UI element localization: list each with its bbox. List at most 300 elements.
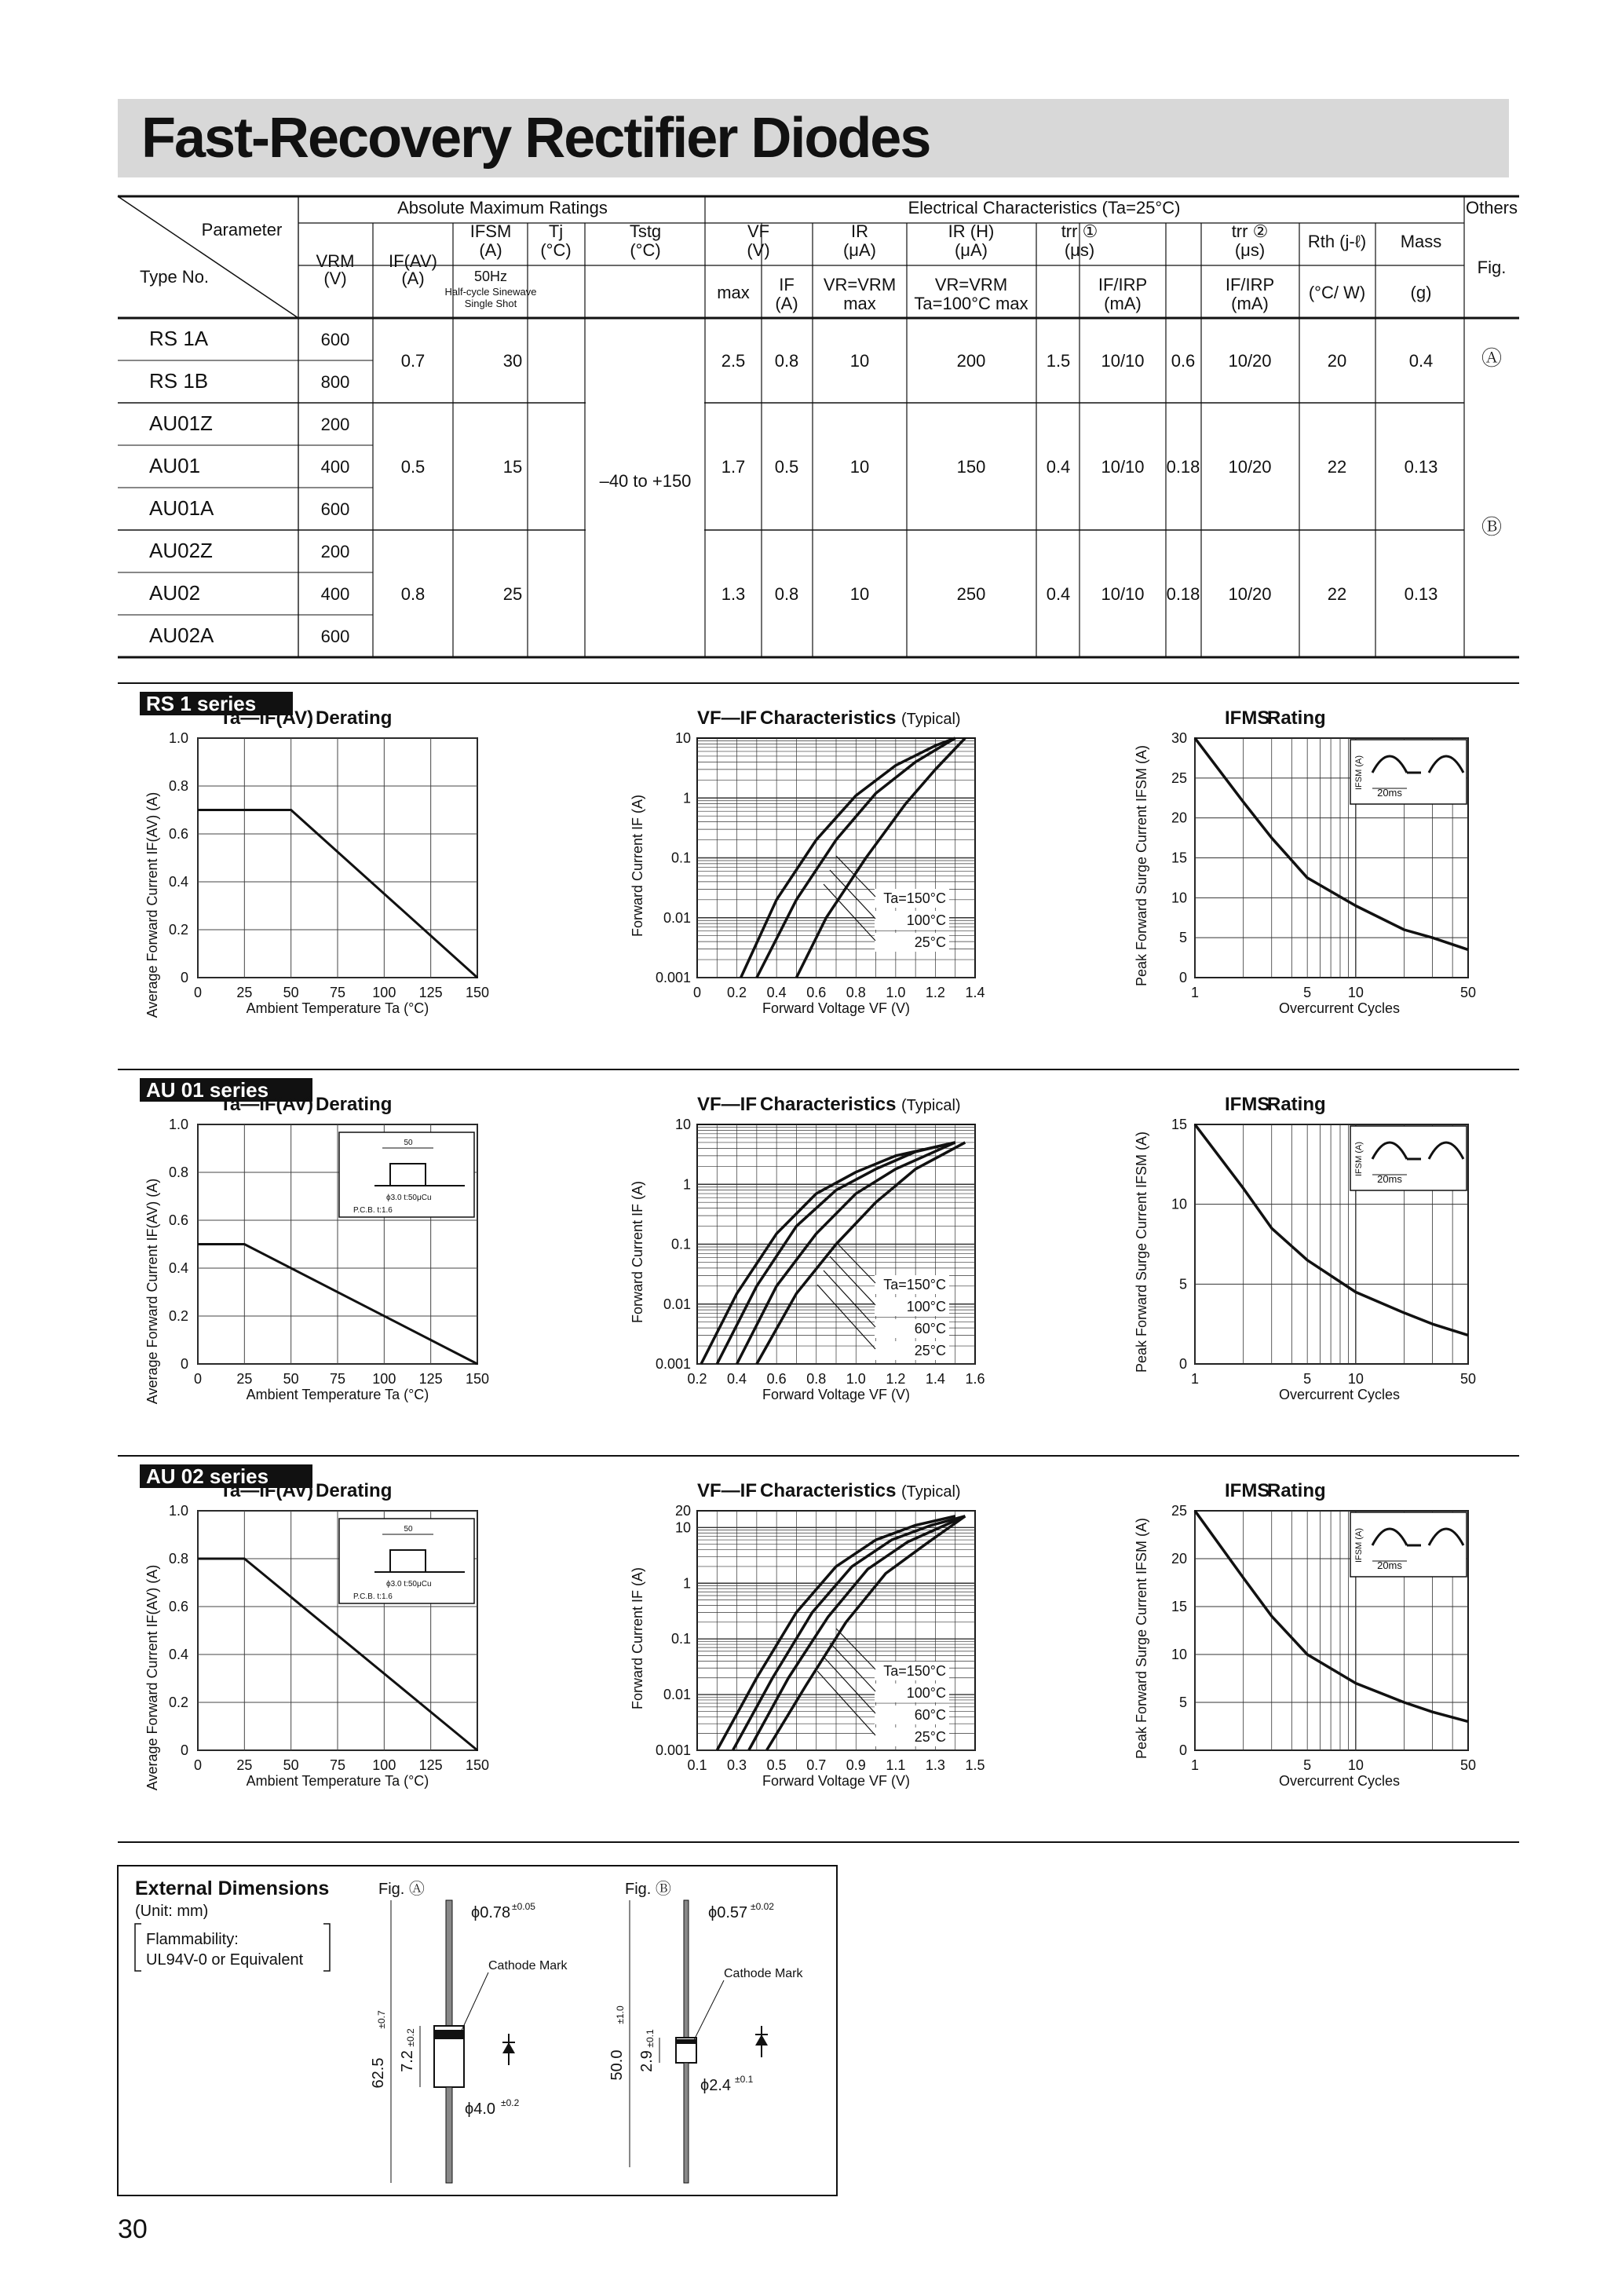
x-tick-label: 125	[418, 1371, 443, 1387]
chart-title: Rating	[1267, 1480, 1326, 1501]
ir-unit: (μA)	[842, 240, 877, 260]
y-axis-label: Forward Current IF (A)	[630, 794, 645, 938]
irh-cond: VR=VRM	[934, 275, 1008, 294]
x-tick-label: 0.3	[727, 1757, 747, 1773]
trr1-cond-cell: 10/10	[1101, 457, 1145, 477]
x-tick-label: 125	[418, 985, 443, 1000]
vf-cell: 1.7	[721, 457, 746, 477]
type-no-cell: AU01A	[149, 496, 214, 520]
chart-title: Rating	[1267, 707, 1326, 729]
x-tick-label: 50	[283, 1757, 299, 1773]
pcb-note: P.C.B. t:1.6	[353, 1206, 393, 1215]
trr1-cond-cell: 10/10	[1101, 351, 1145, 371]
leader-line	[694, 1980, 724, 2040]
vrm-header: VRM	[316, 251, 355, 271]
y-tick-label: 1	[682, 1575, 691, 1592]
y-tick-label: 0.01	[663, 1687, 691, 1703]
mass-unit: (g)	[1410, 283, 1432, 302]
chart-title: IFMS	[1225, 1480, 1270, 1501]
y-tick-label: 0	[1178, 970, 1187, 985]
x-tick-label: 0.8	[806, 1371, 827, 1387]
vf-cell: 2.5	[721, 351, 746, 371]
y-axis-label: Peak Forward Surge Current IFSM (A)	[1134, 1517, 1149, 1760]
mass-header: Mass	[1400, 232, 1442, 251]
vf-header: VF	[747, 221, 770, 241]
y-tick-label: 0.8	[168, 1551, 188, 1567]
y-tick-label: 0.1	[670, 850, 691, 866]
y-tick-label: 10	[674, 1117, 691, 1132]
x-tick-label: 0	[692, 985, 702, 1000]
y-tick-label: 0.01	[663, 1296, 691, 1312]
y-tick-label: 0.6	[168, 1212, 188, 1228]
electrical-header: Electrical Characteristics (Ta=25°C)	[908, 198, 1181, 218]
x-tick-label: 1.1	[886, 1757, 906, 1773]
vf-if-cell: 0.5	[774, 457, 799, 477]
chart-title: Ta—IF(AV)	[220, 707, 314, 729]
irh-cell: 250	[956, 584, 986, 604]
chart-subtitle: (Typical)	[901, 711, 961, 728]
vf-cell: 1.3	[721, 584, 746, 604]
vrm-cell: 400	[320, 584, 350, 604]
lead-wire	[684, 2063, 689, 2183]
y-tick-label: 0.001	[655, 970, 691, 985]
x-tick-label: 10	[1347, 1371, 1364, 1387]
cathode-mark-label: Cathode Mark	[488, 1959, 568, 1972]
y-tick-label: 20	[674, 1503, 691, 1519]
trr1-cond-cell: 10/10	[1101, 584, 1145, 604]
y-tick-label: 0.2	[168, 922, 188, 938]
chart-title: Characteristics	[760, 1094, 897, 1115]
unit-label: (Unit: mm)	[135, 1903, 209, 1920]
y-axis-label: Forward Current IF (A)	[630, 1567, 645, 1710]
trr2-cond: IF/IRP	[1225, 275, 1275, 294]
legend-label: 100°C	[906, 1299, 946, 1314]
x-tick-label: 1	[1190, 1757, 1200, 1773]
x-tick-label: 0.2	[727, 985, 747, 1000]
rth-header: Rth (j-ℓ)	[1307, 232, 1367, 251]
x-tick-label: 0.4	[766, 985, 787, 1000]
vrm-cell: 600	[320, 499, 350, 519]
page-number: 30	[118, 2214, 148, 2244]
irh-cell: 150	[956, 457, 986, 477]
chart-title: Characteristics	[760, 707, 897, 729]
y-tick-label: 30	[1171, 730, 1187, 746]
y-tick-label: 10	[674, 730, 691, 746]
legend-label: 25°C	[914, 1729, 946, 1745]
chart-title: Rating	[1267, 1094, 1326, 1115]
chart-title: IFMS	[1225, 707, 1270, 729]
type-no-cell: AU01	[149, 454, 201, 477]
trr1-cell: 0.4	[1046, 457, 1071, 477]
x-tick-label: 0.1	[687, 1757, 707, 1773]
a-lead-dia: ϕ0.78	[471, 1904, 511, 1921]
y-tick-label: 10	[674, 1519, 691, 1536]
b-body-dia: ϕ2.4	[700, 2077, 732, 2094]
chart-title: Characteristics	[760, 1480, 897, 1501]
vf-if-unit: (A)	[775, 294, 798, 313]
y-tick-label: 0.4	[168, 1260, 188, 1276]
if-cell: 0.5	[400, 457, 426, 477]
x-tick-label: 50	[1459, 1371, 1477, 1387]
y-tick-label: 1	[682, 790, 691, 806]
pulse-label: 20ms	[1377, 1173, 1402, 1185]
x-tick-label: 0.4	[727, 1371, 747, 1387]
chart-subtitle: (Typical)	[901, 1483, 961, 1501]
y-tick-label: 25	[1171, 1503, 1187, 1519]
vf-max: max	[717, 283, 750, 302]
legend-label: 60°C	[914, 1321, 946, 1336]
fig-header: Fig.	[1477, 258, 1507, 277]
fig-b-cell: Ⓑ	[1481, 515, 1503, 539]
y-tick-label: 0.4	[168, 1647, 188, 1662]
trr2-cell: 0.6	[1171, 351, 1196, 371]
chart-title: IFMS	[1225, 1094, 1270, 1115]
mass-cell: 0.13	[1404, 457, 1438, 477]
type-no-cell: AU02	[149, 581, 201, 605]
corner-parameter-label: Parameter	[201, 220, 283, 239]
x-tick-label: 50	[1459, 1757, 1477, 1773]
cathode-mark-label: Cathode Mark	[724, 1967, 803, 1980]
tstg-unit: (°C)	[630, 240, 661, 260]
a-lead-tol: ±0.05	[512, 1901, 535, 1912]
legend-label: 25°C	[914, 934, 946, 950]
a-body-tol: ±0.2	[405, 2028, 416, 2047]
y-tick-label: 0.6	[168, 826, 188, 842]
pad-width-label: 50	[404, 1525, 413, 1534]
y-tick-label: 0.6	[168, 1599, 188, 1614]
vrm-unit: (V)	[323, 269, 347, 288]
x-tick-label: 10	[1347, 1757, 1364, 1773]
trr2-cond-cell: 10/20	[1228, 351, 1272, 371]
legend-label: 100°C	[906, 1685, 946, 1701]
vrm-cell: 200	[320, 415, 350, 434]
x-tick-label: 1.0	[886, 985, 906, 1000]
x-tick-label: 10	[1347, 985, 1364, 1000]
x-tick-label: 125	[418, 1757, 443, 1773]
y-tick-label: 0.001	[655, 1742, 691, 1758]
y-tick-label: 1	[682, 1176, 691, 1193]
y-tick-label: 5	[1178, 930, 1187, 946]
chart-subtitle: (Typical)	[901, 1097, 961, 1114]
x-tick-label: 0	[193, 985, 203, 1000]
type-no-cell: RS 1B	[149, 369, 209, 393]
x-tick-label: 1	[1190, 1371, 1200, 1387]
y-tick-label: 0	[180, 970, 188, 985]
ifsm-cell: 15	[502, 457, 523, 477]
y-tick-label: 5	[1178, 1276, 1187, 1292]
pcb-note: P.C.B. t:1.6	[353, 1592, 393, 1601]
trr1-cell: 1.5	[1046, 351, 1071, 371]
vrm-cell: 400	[320, 457, 350, 477]
y-tick-label: 25	[1171, 770, 1187, 786]
b-body-tol: ±0.1	[645, 2029, 656, 2048]
fig-b-label: Fig. Ⓑ	[625, 1881, 671, 1898]
x-axis-label: Overcurrent Cycles	[1278, 1773, 1401, 1789]
x-axis-label: Ambient Temperature Ta (°C)	[246, 1000, 429, 1016]
y-tick-label: 0.01	[663, 909, 691, 926]
x-axis-label: Overcurrent Cycles	[1278, 1387, 1401, 1402]
others-header: Others	[1465, 198, 1518, 218]
b-body-length: 2.9	[638, 2050, 656, 2072]
ifsm-cond: Single Shot	[464, 298, 517, 309]
rth-cell: 22	[1327, 457, 1347, 477]
y-tick-label: 0	[180, 1742, 188, 1758]
a-length: 62.5	[370, 2057, 387, 2089]
chart-title: Derating	[316, 707, 393, 729]
x-tick-label: 0.2	[687, 1371, 707, 1387]
type-no-cell: AU02A	[149, 623, 214, 647]
ifsm-cell: 30	[502, 351, 523, 371]
rth-unit: (°C/ W)	[1308, 283, 1366, 302]
y-tick-label: 0.4	[168, 874, 188, 890]
type-no-cell: AU01Z	[149, 411, 213, 435]
chart-title: Derating	[316, 1094, 393, 1115]
absolute-max-header: Absolute Maximum Ratings	[397, 198, 608, 218]
a-body-dia: ϕ4.0	[465, 2100, 496, 2118]
x-tick-label: 0.6	[766, 1371, 787, 1387]
x-tick-label: 50	[283, 1371, 299, 1387]
x-tick-label: 1.4	[925, 1371, 945, 1387]
ir-cond: VR=VRM	[823, 275, 897, 294]
vrm-cell: 600	[320, 330, 350, 349]
y-axis-label: Average Forward Current IF(AV) (A)	[144, 792, 160, 1018]
y-tick-label: 0.001	[655, 1356, 691, 1372]
pulse-axis: IFSM (A)	[1354, 1142, 1364, 1176]
y-tick-label: 20	[1171, 1551, 1187, 1567]
x-tick-label: 25	[236, 1757, 253, 1773]
irh-unit: (μA)	[954, 240, 988, 260]
y-tick-label: 0	[1178, 1742, 1187, 1758]
ifsm-cond: 50Hz	[473, 269, 508, 284]
y-tick-label: 0.8	[168, 778, 188, 794]
series-label: AU 02 series	[146, 1464, 269, 1488]
y-tick-label: 20	[1171, 810, 1187, 826]
a-body-dia-tol: ±0.2	[501, 2097, 520, 2108]
lead-wire	[446, 2087, 452, 2183]
flammability-value: UL94V-0 or Equivalent	[146, 1951, 304, 1969]
pulse-label: 20ms	[1377, 787, 1402, 799]
x-tick-label: 1.3	[925, 1757, 945, 1773]
mass-cell: 0.4	[1408, 351, 1434, 371]
x-axis-label: Forward Voltage VF (V)	[762, 1000, 911, 1016]
x-tick-label: 100	[372, 1371, 396, 1387]
trr2-unit: (μs)	[1234, 240, 1266, 260]
x-tick-label: 5	[1303, 1371, 1312, 1387]
ifsm-unit: (A)	[479, 240, 502, 260]
y-tick-label: 0.2	[168, 1695, 188, 1710]
y-tick-label: 0	[1178, 1356, 1187, 1372]
chart-title: Derating	[316, 1480, 393, 1501]
mass-cell: 0.13	[1404, 584, 1438, 604]
vrm-cell: 200	[320, 542, 350, 561]
lead-wire	[446, 1900, 452, 2026]
if-cell: 0.8	[400, 584, 426, 604]
x-tick-label: 5	[1303, 1757, 1312, 1773]
x-tick-label: 25	[236, 1371, 253, 1387]
rth-cell: 20	[1327, 351, 1347, 371]
tstg-header: Tstg	[629, 221, 662, 241]
b-lead-dia: ϕ0.57	[708, 1904, 748, 1921]
leader-line	[460, 1972, 488, 2034]
x-tick-label: 0.6	[806, 985, 827, 1000]
trr1-cell: 0.4	[1046, 584, 1071, 604]
b-length: 50.0	[608, 2049, 626, 2081]
vf-unit: (V)	[747, 240, 770, 260]
vf-if-cell: 0.8	[774, 584, 799, 604]
pulse-axis: IFSM (A)	[1354, 755, 1364, 790]
x-tick-label: 0	[193, 1371, 203, 1387]
b-length-tol: ±1.0	[615, 2005, 626, 2024]
a-length-tol: ±0.7	[376, 2010, 387, 2029]
vf-if: IF	[779, 275, 795, 294]
page-title: Fast-Recovery Rectifier Diodes	[141, 107, 930, 170]
dimensions-title: External Dimensions	[135, 1877, 330, 1899]
x-tick-label: 1.6	[965, 1371, 985, 1387]
x-tick-label: 100	[372, 985, 396, 1000]
legend-label: 100°C	[906, 912, 946, 928]
trr2-header: trr ②	[1231, 221, 1269, 241]
ifsm-cond: Half-cycle Sinewave	[444, 286, 537, 298]
trr1-unit: (μs)	[1064, 240, 1095, 260]
x-tick-label: 75	[329, 1757, 346, 1773]
y-axis-label: Average Forward Current IF(AV) (A)	[144, 1178, 160, 1405]
chart-title: Ta—IF(AV)	[220, 1480, 314, 1501]
b-lead-tol: ±0.02	[751, 1901, 774, 1912]
ir-header: IR	[851, 221, 868, 241]
series-label: AU 01 series	[146, 1078, 269, 1102]
pad-width-label: 50	[404, 1139, 413, 1147]
trr1-cond-unit: (mA)	[1104, 294, 1142, 313]
pulse-label: 20ms	[1377, 1559, 1402, 1571]
ir-max: max	[843, 294, 876, 313]
x-tick-label: 0.8	[846, 985, 866, 1000]
b-body-dia-tol: ±0.1	[735, 2074, 754, 2085]
legend-label: Ta=150°C	[883, 1663, 946, 1679]
x-axis-label: Forward Voltage VF (V)	[762, 1773, 911, 1789]
tj-unit: (°C)	[540, 240, 572, 260]
pad-note: ϕ3.0 t:50μCu	[386, 1194, 432, 1202]
irh-cell: 200	[956, 351, 986, 371]
x-tick-label: 100	[372, 1757, 396, 1773]
y-tick-label: 10	[1171, 1196, 1187, 1212]
y-tick-label: 1.0	[168, 730, 188, 746]
vf-if-cell: 0.8	[774, 351, 799, 371]
y-tick-label: 5	[1178, 1695, 1187, 1710]
y-tick-label: 0.1	[670, 1631, 691, 1647]
pad-note: ϕ3.0 t:50μCu	[386, 1580, 432, 1589]
trr2-cond-unit: (mA)	[1231, 294, 1269, 313]
x-tick-label: 1.2	[886, 1371, 906, 1387]
x-tick-label: 5	[1303, 985, 1312, 1000]
lead-wire	[684, 1900, 689, 2038]
x-tick-label: 0	[193, 1757, 203, 1773]
legend-label: Ta=150°C	[883, 890, 946, 906]
fig-a-label: Fig. Ⓐ	[378, 1881, 425, 1898]
if-cell: 0.7	[400, 351, 426, 371]
x-axis-label: Overcurrent Cycles	[1278, 1000, 1401, 1016]
trr1-cond: IF/IRP	[1098, 275, 1148, 294]
ir-cell: 10	[849, 351, 870, 371]
chart-title: VF—IF	[697, 707, 757, 729]
x-tick-label: 1.4	[965, 985, 985, 1000]
tj-header: Tj	[548, 221, 564, 241]
x-tick-label: 75	[329, 1371, 346, 1387]
fig-a-cell: Ⓐ	[1481, 346, 1503, 370]
y-axis-label: Forward Current IF (A)	[630, 1180, 645, 1324]
vrm-cell: 800	[320, 372, 350, 392]
x-tick-label: 0.5	[766, 1757, 787, 1773]
a-body-length: 7.2	[399, 2050, 416, 2072]
if-unit: (A)	[401, 269, 425, 288]
ir-cell: 10	[849, 584, 870, 604]
trr2-cond-cell: 10/20	[1228, 457, 1272, 477]
y-tick-label: 0.1	[670, 1236, 691, 1252]
trr2-cond-cell: 10/20	[1228, 584, 1272, 604]
ir-cell: 10	[849, 457, 870, 477]
type-no-cell: RS 1A	[149, 327, 209, 350]
x-tick-label: 1.5	[965, 1757, 985, 1773]
cathode-band	[676, 2039, 696, 2044]
x-tick-label: 25	[236, 985, 253, 1000]
y-tick-label: 0.8	[168, 1164, 188, 1180]
y-tick-label: 10	[1171, 890, 1187, 906]
irh-max: Ta=100°C max	[914, 294, 1028, 313]
x-tick-label: 75	[329, 985, 346, 1000]
legend-label: 25°C	[914, 1343, 946, 1358]
pulse-axis: IFSM (A)	[1354, 1528, 1364, 1563]
chart-title: Ta—IF(AV)	[220, 1094, 314, 1115]
y-axis-label: Peak Forward Surge Current IFSM (A)	[1134, 744, 1149, 987]
y-tick-label: 0	[180, 1356, 188, 1372]
x-tick-label: 50	[1459, 985, 1477, 1000]
rth-cell: 22	[1327, 584, 1347, 604]
series-label: RS 1 series	[146, 692, 257, 715]
ifsm-header: IFSM	[469, 221, 512, 241]
corner-type-label: Type No.	[140, 267, 210, 287]
ifsm-cell: 25	[502, 584, 523, 604]
x-tick-label: 50	[283, 985, 299, 1000]
y-tick-label: 1.0	[168, 1117, 188, 1132]
temp-range-cell: –40 to +150	[599, 471, 692, 491]
legend-label: Ta=150°C	[883, 1277, 946, 1292]
if-header: IF(AV)	[389, 251, 437, 271]
chart-title: VF—IF	[697, 1094, 757, 1115]
trr1-header: trr ①	[1061, 221, 1098, 241]
y-axis-label: Average Forward Current IF(AV) (A)	[144, 1564, 160, 1791]
x-tick-label: 150	[465, 1757, 490, 1773]
y-tick-label: 10	[1171, 1647, 1187, 1662]
x-axis-label: Forward Voltage VF (V)	[762, 1387, 911, 1402]
legend-label: 60°C	[914, 1707, 946, 1723]
x-tick-label: 0.7	[806, 1757, 827, 1773]
irh-header: IR (H)	[948, 221, 995, 241]
x-tick-label: 1.2	[925, 985, 945, 1000]
trr2-cell: 0.18	[1166, 584, 1200, 604]
y-tick-label: 15	[1171, 1117, 1187, 1132]
x-tick-label: 1.0	[846, 1371, 866, 1387]
x-axis-label: Ambient Temperature Ta (°C)	[246, 1387, 429, 1402]
flammability-label: Flammability:	[146, 1931, 239, 1948]
y-tick-label: 15	[1171, 850, 1187, 866]
x-axis-label: Ambient Temperature Ta (°C)	[246, 1773, 429, 1789]
type-no-cell: AU02Z	[149, 539, 213, 562]
trr2-cell: 0.18	[1166, 457, 1200, 477]
y-axis-label: Peak Forward Surge Current IFSM (A)	[1134, 1131, 1149, 1373]
x-tick-label: 0.9	[846, 1757, 866, 1773]
vrm-cell: 600	[320, 627, 350, 646]
y-tick-label: 15	[1171, 1599, 1187, 1614]
y-tick-label: 1.0	[168, 1503, 188, 1519]
